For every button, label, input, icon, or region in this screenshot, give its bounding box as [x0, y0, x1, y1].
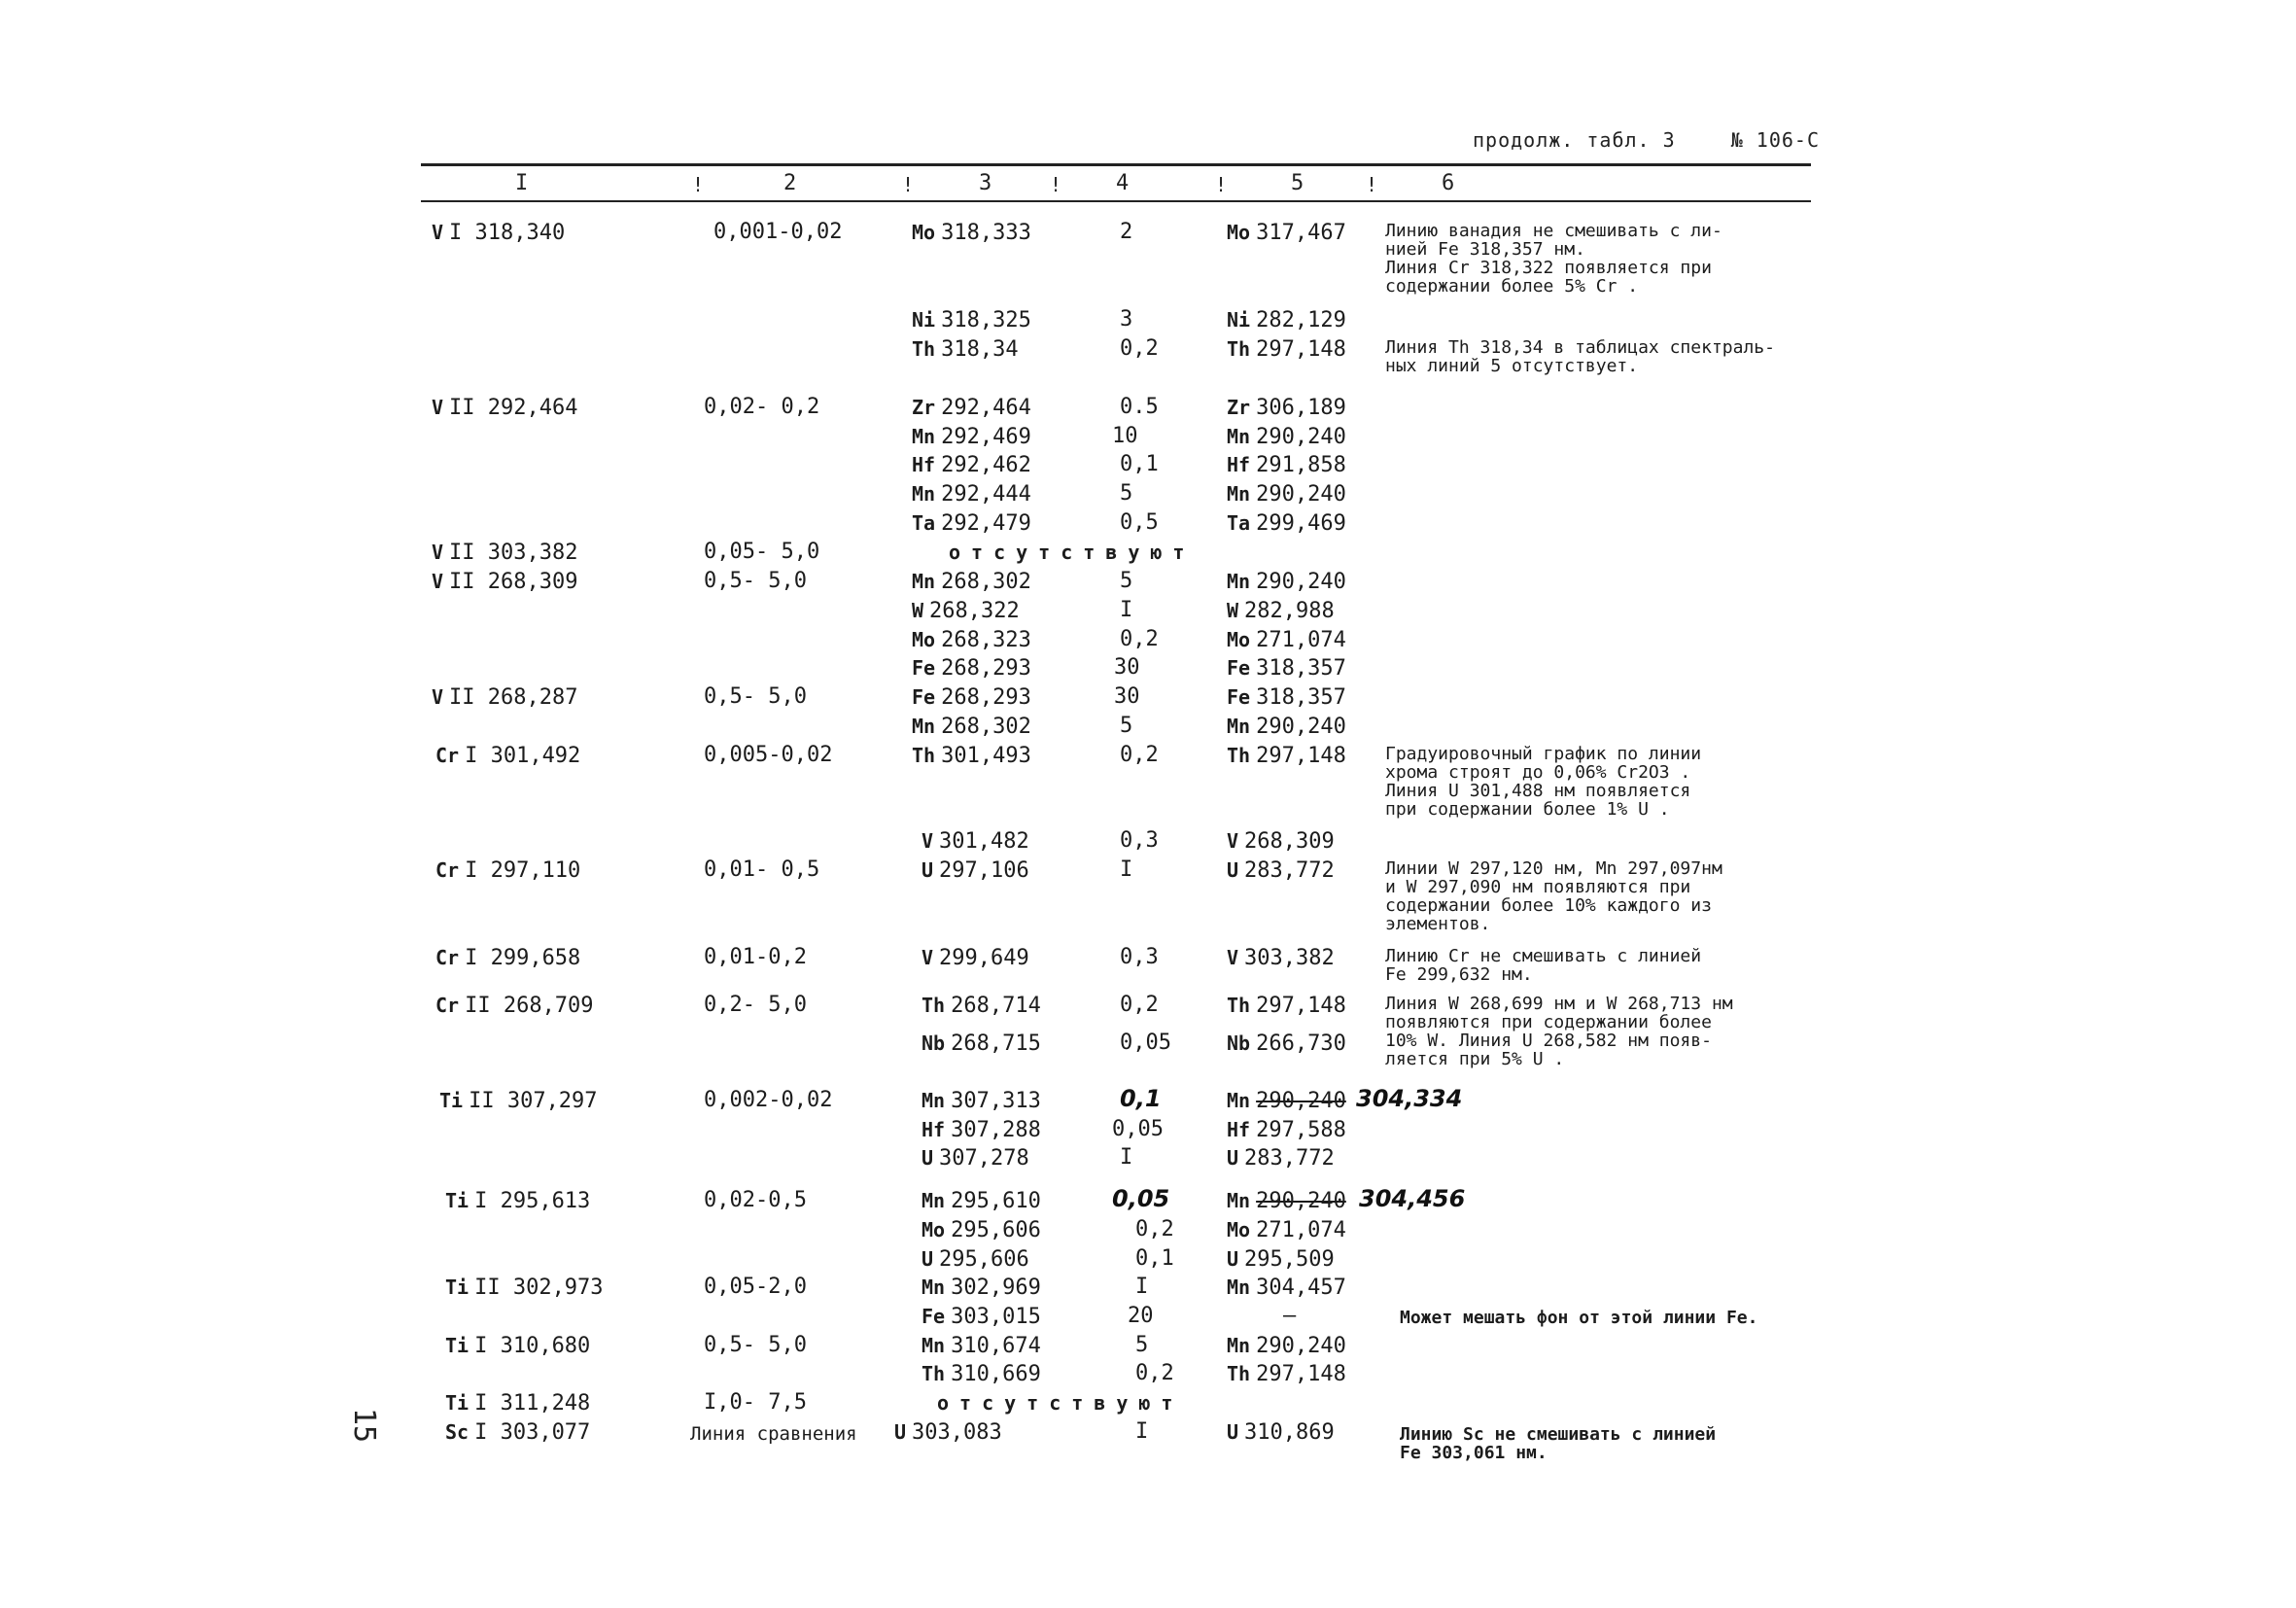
intensity-value: 30	[1114, 684, 1140, 709]
comparison-line: Mn 290,240	[1227, 1089, 1346, 1113]
interfering-line: Mn 295,610	[922, 1189, 1041, 1213]
intensity-value: 0,1	[1120, 452, 1159, 476]
comparison-line: Mn 290,240	[1227, 570, 1346, 594]
concentration-range: 0,2- 5,0	[704, 993, 807, 1017]
interfering-line: Hf 292,462	[912, 453, 1031, 477]
interfering-line: U 303,083	[894, 1420, 1002, 1445]
intensity-value: 0,2	[1120, 743, 1159, 767]
comparison-line: U 310,869	[1227, 1420, 1335, 1445]
comparison-line: U 283,772	[1227, 858, 1335, 883]
analysis-line: Ti I 295,613	[445, 1189, 591, 1213]
table-code: № 106-С	[1730, 128, 1820, 152]
col-separator: !	[902, 173, 915, 196]
col-header-5: 5	[1291, 171, 1305, 195]
analysis-line: V I 318,340	[432, 221, 566, 245]
interfering-line: Fe 268,293	[912, 656, 1031, 681]
comparison-line: Ta 299,469	[1227, 511, 1346, 536]
handwritten-intensity: 0,1	[1120, 1085, 1162, 1112]
concentration-range: 0,5- 5,0	[704, 569, 807, 593]
comparison-line: U 295,509	[1227, 1247, 1335, 1272]
intensity-value: 10	[1112, 424, 1138, 448]
comparison-line: Nb 266,730	[1227, 1031, 1346, 1056]
concentration-range: 0,02-0,5	[704, 1188, 807, 1212]
comparison-line: Mn 290,240	[1227, 1334, 1346, 1358]
interfering-line: Nb 268,715	[922, 1031, 1041, 1056]
interfering-line: W 268,322	[912, 599, 1020, 623]
intensity-value: 20	[1128, 1304, 1154, 1328]
comparison-line: Ni 282,129	[1227, 308, 1346, 332]
comparison-line: Mn 290,240	[1227, 715, 1346, 739]
page-number: 15	[347, 1408, 381, 1444]
analysis-line: Ti I 311,248	[445, 1391, 591, 1416]
interfering-line: V 301,482	[922, 829, 1029, 854]
comparison-line: Th 297,148	[1227, 744, 1346, 768]
intensity-value: I	[1120, 1145, 1133, 1170]
concentration-range: 0,002-0,02	[704, 1088, 833, 1112]
interfering-line: Mo 268,323	[912, 628, 1031, 652]
interfering-line: U 295,606	[922, 1247, 1029, 1272]
interfering-line: Mn 268,302	[912, 715, 1031, 739]
concentration-range: 0,02- 0,2	[704, 395, 820, 419]
col-header-6: 6	[1442, 171, 1455, 195]
note: Линия W 268,699 нм и W 268,713 нм появляются при содержании более 10% W. Линия U 268,582 нм появ- ляется при 5% U .	[1385, 994, 1733, 1069]
note: Градуировочный график по линии хрома строят до 0,06% Cr2O3 . Линия U 301,488 нм появляется при содержании более 1% U .	[1385, 744, 1702, 820]
comparison-line: U 283,772	[1227, 1146, 1335, 1171]
intensity-value: 0,2	[1135, 1217, 1174, 1241]
col-separator: !	[1050, 173, 1062, 196]
continuation-label: продолж. табл. 3	[1473, 128, 1676, 152]
analysis-line: V II 303,382	[432, 541, 578, 565]
intensity-value: 5	[1135, 1333, 1149, 1357]
concentration-range: 0,05-2,0	[704, 1275, 807, 1299]
interfering-line: Mn 307,313	[922, 1089, 1041, 1113]
intensity-value: 3	[1120, 307, 1133, 332]
col-header-1: I	[515, 171, 529, 195]
interfering-line: V 299,649	[922, 946, 1029, 970]
note: Линию Cr не смешивать с линией Fe 299,632 нм.	[1385, 946, 1702, 985]
concentration-range: 0,01- 0,5	[704, 857, 820, 882]
concentration-range: 0,05- 5,0	[704, 540, 820, 564]
interfering-line: Th 310,669	[922, 1362, 1041, 1386]
analysis-line: Ti II 302,973	[445, 1276, 604, 1300]
comparison-line: –	[1283, 1304, 1297, 1328]
intensity-value: 0,2	[1135, 1361, 1174, 1385]
interfering-line: Th 301,493	[912, 744, 1031, 768]
analysis-line: V II 268,309	[432, 570, 578, 594]
interfering-line: Mn 310,674	[922, 1334, 1041, 1358]
analysis-line: Sc I 303,077	[445, 1420, 591, 1445]
absent-notice: отсутствуют	[937, 1391, 1184, 1415]
comparison-line: Hf 291,858	[1227, 453, 1346, 477]
interfering-line: Th 268,714	[922, 994, 1041, 1018]
intensity-value: 0,2	[1120, 993, 1159, 1017]
interfering-line: U 297,106	[922, 858, 1029, 883]
interfering-line: Mn 302,969	[922, 1276, 1041, 1300]
interfering-line: Mo 318,333	[912, 221, 1031, 245]
analysis-line: V II 292,464	[432, 396, 578, 420]
intensity-value: 5	[1120, 481, 1133, 506]
interfering-line: Fe 268,293	[912, 685, 1031, 710]
intensity-value: 0,05	[1112, 1117, 1164, 1141]
intensity-value: 0,1	[1135, 1246, 1174, 1271]
comparison-line: Th 297,148	[1227, 994, 1346, 1018]
col-separator: !	[692, 173, 705, 196]
analysis-line: Cr I 301,492	[435, 744, 581, 768]
note: Линия Th 318,34 в таблицах спектраль- ных линий 5 отсутствует.	[1385, 337, 1775, 376]
interfering-line: Mn 292,469	[912, 425, 1031, 449]
interfering-line: Mo 295,606	[922, 1218, 1041, 1242]
comparison-line: Th 297,148	[1227, 337, 1346, 362]
note: Линию Sc не смешивать с линией Fe 303,061 нм.	[1400, 1424, 1717, 1463]
comparison-line: Mn 290,240	[1227, 425, 1346, 449]
interfering-line: Ta 292,479	[912, 511, 1031, 536]
interfering-line: Ni 318,325	[912, 308, 1031, 332]
comparison-line: Mo 271,074	[1227, 1218, 1346, 1242]
header-rule-top	[421, 163, 1811, 166]
comparison-line: V 268,309	[1227, 829, 1335, 854]
concentration-range: I,0- 7,5	[704, 1390, 807, 1415]
intensity-value: 30	[1114, 655, 1140, 680]
comparison-line-label: Линия сравнения	[690, 1423, 857, 1445]
col-header-3: 3	[979, 171, 992, 195]
analysis-line: Ti II 307,297	[439, 1089, 598, 1113]
analysis-line: Ti I 310,680	[445, 1334, 591, 1358]
concentration-range: 0,005-0,02	[704, 743, 833, 767]
note: Линии W 297,120 нм, Mn 297,097нм и W 297,090 нм появляются при содержании более 10% каждого из элементов.	[1385, 858, 1722, 934]
interfering-line: Mn 292,444	[912, 482, 1031, 507]
intensity-value: 0,3	[1120, 828, 1159, 853]
interfering-line: Fe 303,015	[922, 1305, 1041, 1329]
concentration-range: 0,001-0,02	[713, 220, 843, 244]
intensity-value: I	[1135, 1275, 1149, 1299]
comparison-line: Fe 318,357	[1227, 685, 1346, 710]
intensity-value: 5	[1120, 569, 1133, 593]
col-separator: !	[1366, 173, 1378, 196]
comparison-line: V 303,382	[1227, 946, 1335, 970]
concentration-range: 0,01-0,2	[704, 945, 807, 969]
analysis-line: Cr I 297,110	[435, 858, 581, 883]
comparison-line: Mn 290,240	[1227, 1189, 1346, 1213]
col-header-2: 2	[783, 171, 797, 195]
interfering-line: U 307,278	[922, 1146, 1029, 1171]
comparison-line: Fe 318,357	[1227, 656, 1346, 681]
interfering-line: Mn 268,302	[912, 570, 1031, 594]
interfering-line: Th 318,34	[912, 337, 1019, 362]
header-rule-bottom	[421, 200, 1811, 202]
handwritten-intensity: 0,05	[1112, 1185, 1170, 1212]
continuation-header	[1473, 128, 1820, 152]
intensity-value: 0.5	[1120, 395, 1159, 419]
concentration-range: 0,5- 5,0	[704, 1333, 807, 1357]
analysis-line: Cr II 268,709	[435, 994, 594, 1018]
comparison-line: Hf 297,588	[1227, 1118, 1346, 1142]
intensity-value: 0,3	[1120, 945, 1159, 969]
intensity-value: 0,2	[1120, 336, 1159, 361]
col-header-4: 4	[1116, 171, 1130, 195]
intensity-value: 0,2	[1120, 627, 1159, 651]
comparison-line: Th 297,148	[1227, 1362, 1346, 1386]
intensity-value: I	[1120, 598, 1133, 622]
comparison-line: Mn 304,457	[1227, 1276, 1346, 1300]
comparison-line: Zr 306,189	[1227, 396, 1346, 420]
col-separator: !	[1215, 173, 1228, 196]
note: Линию ванадия не смешивать с ли- нией Fe 318,357 нм. Линия Cr 318,322 появляется при содержании более 5% Cr .	[1385, 221, 1722, 297]
intensity-value: 0,05	[1120, 1031, 1171, 1055]
intensity-value: 5	[1120, 714, 1133, 738]
handwritten-correction: 304,334	[1356, 1085, 1463, 1112]
note: Может мешать фон от этой линии Fe.	[1400, 1308, 1758, 1328]
interfering-line: Hf 307,288	[922, 1118, 1041, 1142]
analysis-line: Cr I 299,658	[435, 946, 581, 970]
comparison-line: W 282,988	[1227, 599, 1335, 623]
comparison-line: Mo 317,467	[1227, 221, 1346, 245]
analysis-line: V II 268,287	[432, 685, 578, 710]
comparison-line: Mn 290,240	[1227, 482, 1346, 507]
absent-notice: отсутствуют	[949, 541, 1196, 564]
comparison-line: Mo 271,074	[1227, 628, 1346, 652]
handwritten-correction: 304,456	[1359, 1185, 1466, 1212]
intensity-value: 2	[1120, 220, 1133, 244]
interfering-line: Zr 292,464	[912, 396, 1031, 420]
intensity-value: I	[1135, 1419, 1149, 1444]
concentration-range: 0,5- 5,0	[704, 684, 807, 709]
intensity-value: 0,5	[1120, 510, 1159, 535]
intensity-value: I	[1120, 857, 1133, 882]
